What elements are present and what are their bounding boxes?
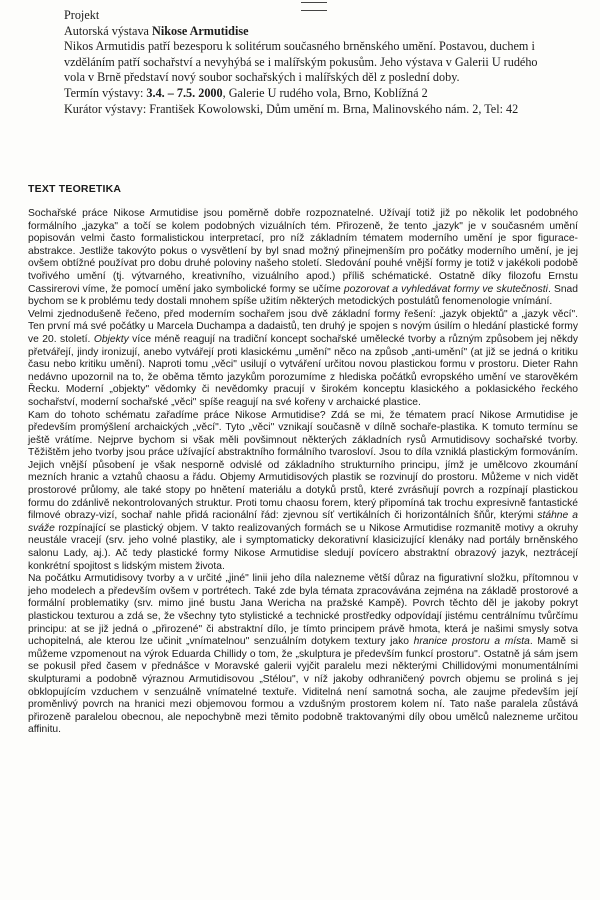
essay-paragraph-4: Na počátku Armutidisovy tvorby a v určité „jiné" linii jeho díla nalezneme větší důraz na figurativní složku, přítomnou v jeho modelech a především ovšem v portrétech. Také zde byla témata zpracovávána zejména na základě prostorové a formální problematiky (srv. mimo jiné bustu Jana Wericha na pražské Kampě). Povrch těchto děl je jakoby pokryt plastickou texturou a zdá se, že všechny tyto stylistické a technické prostředky odpovídají jistému centrálnímu tvůrčímu principu: at se již jedná o „přirozené" či abstraktní dílo, je tímto principem právě hmota, která je našimi smysly sotva uchopitelná, ale kterou lze učinit „vnímatelnou" senzuálním dotykem textury jako hranice prostoru a místa. Mamě si můžeme vzpomenout na výrok Eduarda Chillidy o tom, že „skulptura je především funkcí prostoru". Ostatně já sám jsem se pokusil před časem v přednášce v Moravské galerii vyjčit paralelu mezi některými Chillidovými monumentálními skulpturami a podobně výraznou Armutidisovou „Stélou", v níž jakoby odhraničený povrch objemu se proliná s jej obklopujícím vzduchem v senzuálně vnímatelné textuře. Viditelná není samotná socha, ale zaujme především její proměnlivý povrch na hranici mezi objemovou formou a vzdušným prostorem kolem ní. Tato naše paralela zůstává přirozeně paralelou obecnou, ale nepochybně mezi těmito podobně traktovanými díly obou umělců nalezneme určitou affinitu. [28,573,578,736]
project-label: Projekt [64,8,100,22]
exhibition-term [64,86,556,102]
curator-line: Kurátor výstavy: František Kowolowski, Dům umění m. Brna, Malinovského nám. 2, Tel: 42 [64,101,519,116]
exhibition-line [64,24,556,40]
essay-paragraph-1: Sochařské práce Nikose Armutidise jsou poměrně dobře rozpoznatelné. Užívají totiž již po několik let podobného formálního „jazyka" a točí se kolem podobných vizuálních tém. Přirozeně, že tento „jazyk" je v současném umění popisován velmi často formalistickou interpretací, pro níž základním tématem moderního umění je spor figurace-abstrakce. Jestliže takovýto pokus o vysvětlení by byl snad možný přinejmenším pro počátky moderního umění, je jej ovšem obtížné používat pro dobu druhé poloviny našeho století. Sledování pouhé vnější formy je totiž v jakékoli podobě tvořivého umění (tj. výtvarného, kreativního, vizuálního apod.) příliš schématické. Ostatně díky filozofu Ernstu Cassirerovi víme, že pomocí umění jako symbolické formy se učíme pozorovat a vyhledávat formy ve skutečnosti. Snad bychom se k problému tedy dostali mnohem spíše užitím některých metodických postulátů fenomenologie vnímání. [28,208,578,308]
project-header [64,8,556,117]
term-place: , Galerie U rudého vola, Brno, Koblížná 2 [222,85,428,100]
section-title: TEXT TEORETIKA [28,183,122,195]
term-prefix: Termín výstavy: [64,85,144,100]
essay-paragraph-3: Kam do tohoto schématu zařadíme práce Nikose Armutidise? Zdá se mi, že tématem prací Nikose Armutidise je především promýšlení archaických „věcí". Tyto „věci" vznikají současně v dílně sochaře-plastika. K tomuto termínu se ještě vrátíme. Nejprve bychom si však měli povšimnout některých základních rysů Armutidisovy sochařské tvorby. Těžištěm jeho tvorby jsou práce užívající abstraktního formálního tvarosloví. Jsou to díla vzniklá plastickým formováním. Jejich vnější působení je však nesporně odvislé od základního strukturního principu, jímž je umělcovo zkoumání mezních hranic a vztahů chaosu a řádu. Objemy Armutidisových plastik se rozvinují do prostoru. Můžeme v nich vidět prostorové průlomy, ale také stopy po hnětení materiálu a dotyků prstů, které zvrásňují povrch a rozpínají plastickou formu do zdánlivě nekontrolovaných struktur. Proti tomu chaosu forem, který připomíná tak trochu expresivně fantastické filmové obrazy-vizí, sochař nahle přidá racionální řád: zjevnou síť vertikálních či horizontálních šňůr, kterými stáhne a sváže rozpínající se plastický objem. V takto realizovaných formách se u Nikose Armutidise rozmanitě motivy a okruhy neustále vracejí (srv. jeho volné plastiky, ale i symptomaticky dekorativní klasicizující klenáky nad portály brněnského salonu Lady, aj.). Ač tedy plastické formy Nikose Armutidise sledují povícero abstraktní obrazový jazyk, neztrácejí konkrétní spojitost s lidským mistem života. [28,409,578,572]
exhibition-prefix: Autorská výstava [64,23,149,38]
project-intro: Nikos Armutidis patří bezesporu k solitérum současného brněnského umění. Postavou, duchem i vzděláním patří sochařství a nevyhýbá se i malířským pokusům. Jeho výstava v Galerii U rudého vola v Brně představí nový soubor sochařských i malířských děl z poslední doby. [64,39,538,85]
essay-text [28,208,578,737]
essay-paragraph-2: Velmi zjednodušeně řečeno, před moderním sochařem jsou dvě základní formy řešení: „jazyk objektů" a „jazyk věcí". Ten první má své počátky u Marcela Duchampa a dadaistů, ten druhý je spojen s novým úsilím o hledání plastické formy ve 20. století. Objekty více méně reagují na tradiční koncept sochařské umělecké tvorby a různým způsobem jej někdy přetvářejí, jindy ironizují, anebo vytvářejí proti klasickému „umění" něco na způsob „anti-umění" (at již se jedná o kritiku času nebo kritiku umění). Naproti tomu „věci" usilují o vytváření určitou novou plastickou formu v prostoru. Dieter Rahn nedávno upozornil na to, že oběma těmto jazykům porozumíme z hlediska počátků evropského umění ve starověkém Řecku. Moderní „objekty" vědomky či nevědomky pracují v širokém konceptu klasického a poklasického řeckého sochařství, moderní sochařské „věci" spíše reagují na své kořeny v archaické plastice. [28,308,578,408]
term-dates: 3.4. – 7.5. 2000 [146,85,223,100]
artist-name: Nikose Armutidise [152,23,249,38]
